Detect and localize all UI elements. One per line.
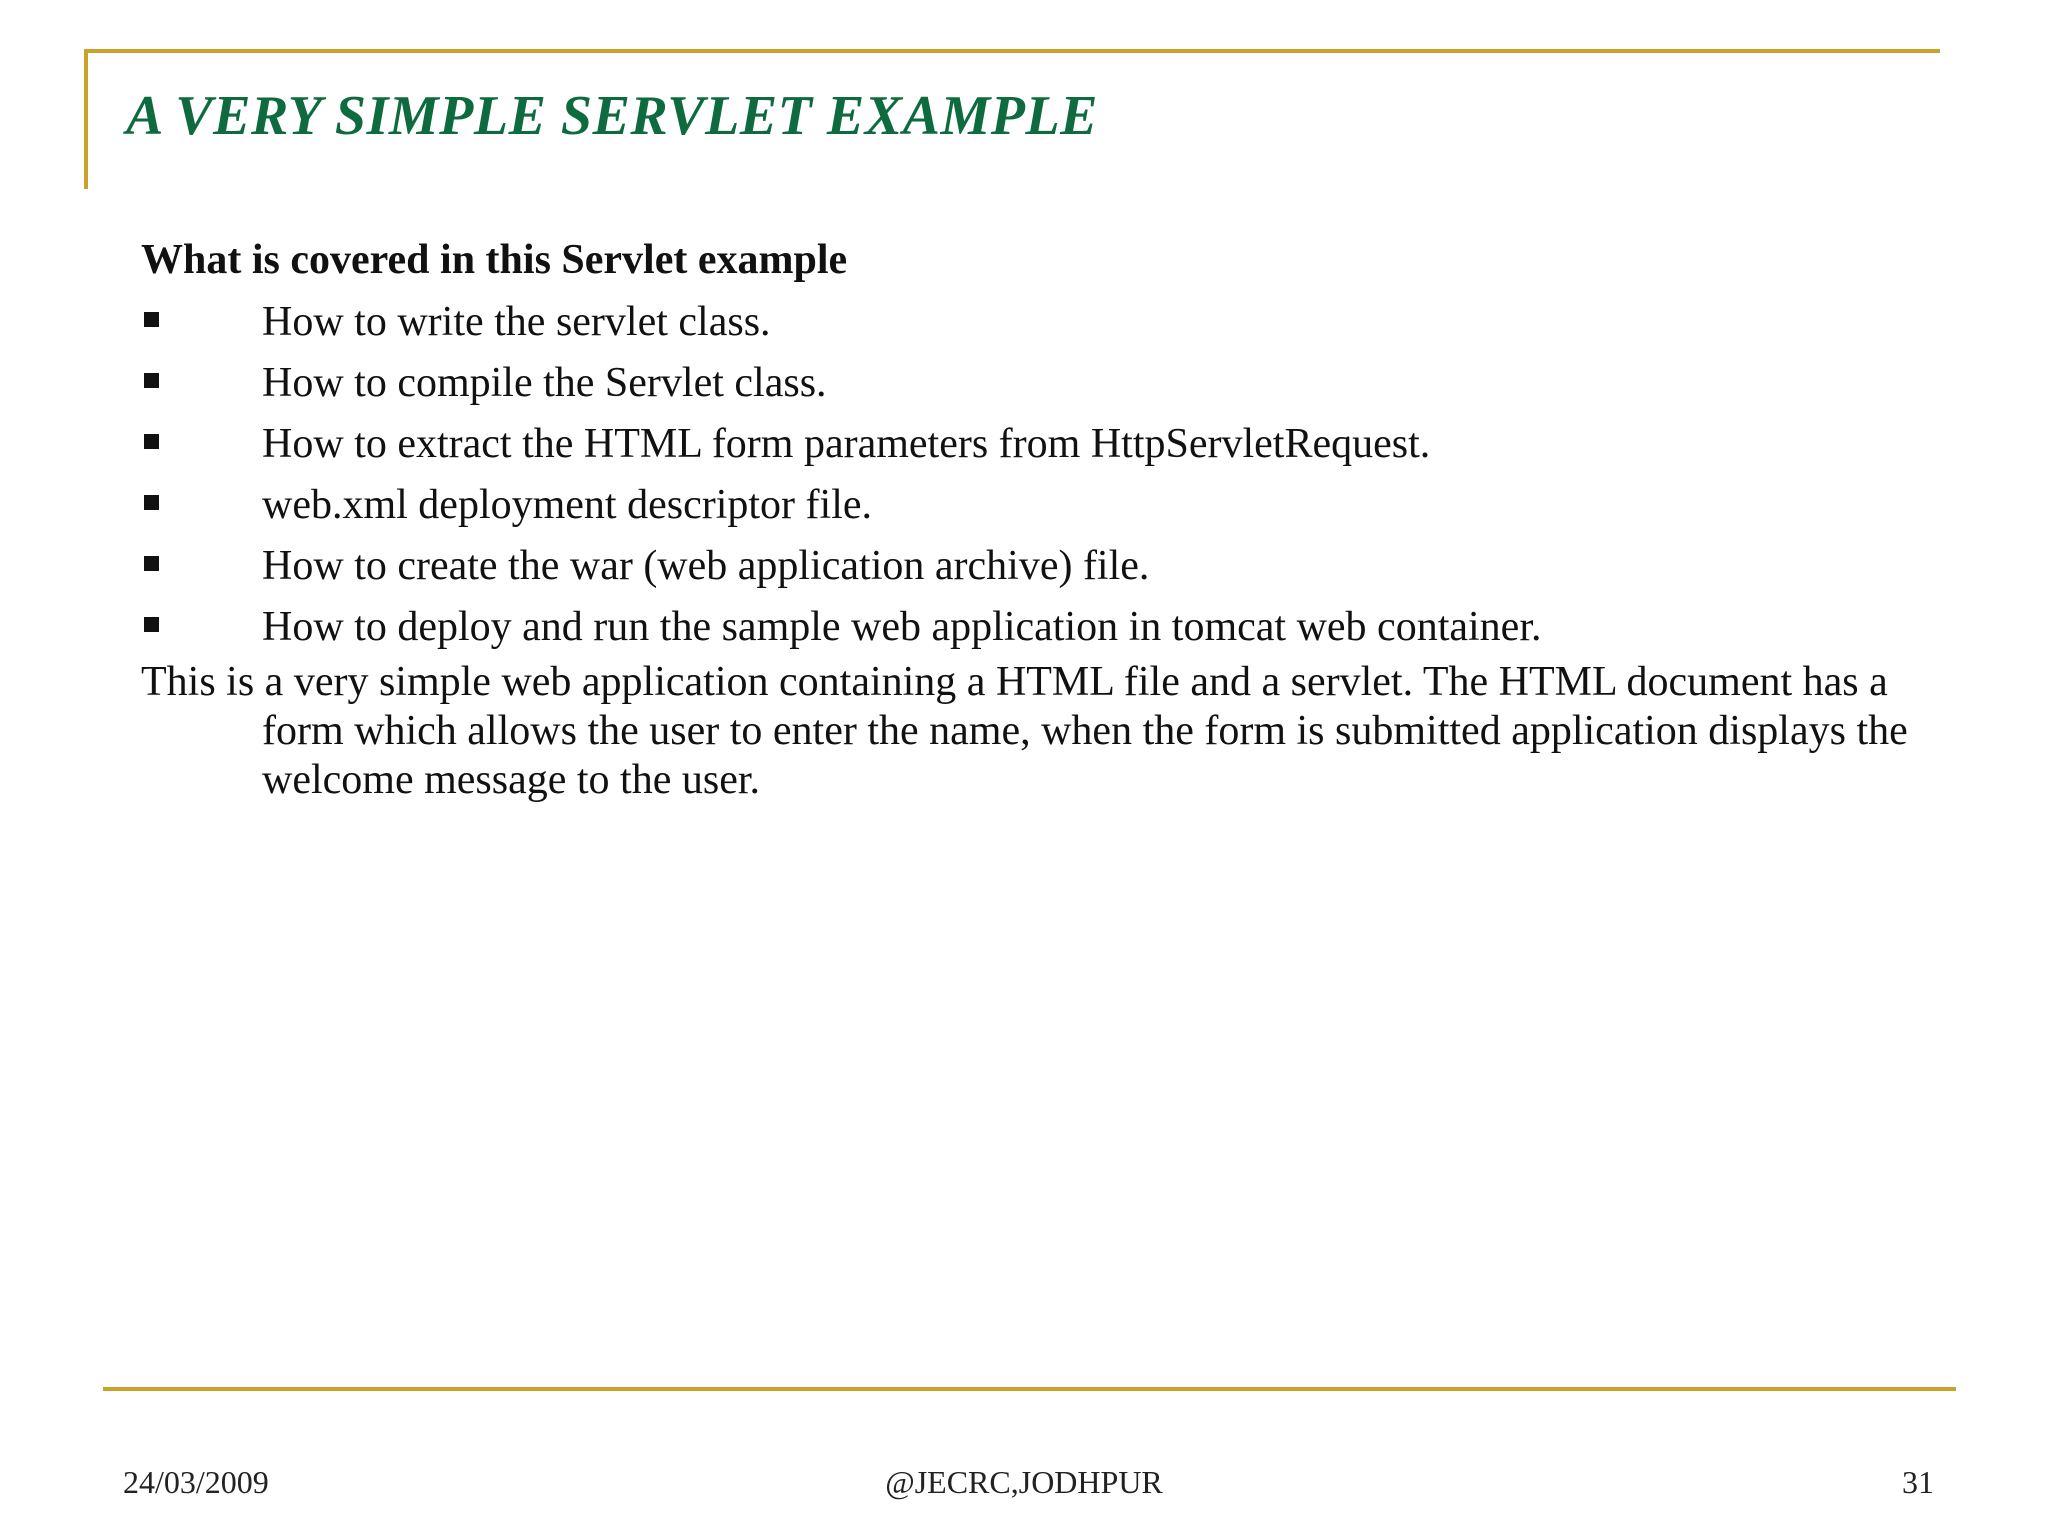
list-item-text: web.xml deployment descriptor file. — [262, 482, 873, 528]
page-number: 31 — [1902, 1464, 1934, 1500]
section-subheading: What is covered in this Servlet example — [141, 237, 848, 283]
footer-rule — [103, 1387, 1956, 1391]
list-item-text: How to extract the HTML form parameters from HttpServletRequest. — [262, 421, 1431, 467]
title-top-rule — [84, 49, 1940, 53]
list-item — [141, 353, 1956, 414]
square-bullet-icon — [144, 373, 159, 388]
list-item — [141, 414, 1956, 475]
list-item-text: How to create the war (web application archive) file. — [262, 543, 1150, 589]
square-bullet-icon — [144, 617, 159, 632]
title-left-rule — [84, 49, 88, 189]
list-item — [141, 536, 1956, 597]
square-bullet-icon — [144, 556, 159, 571]
footer-organization: @JECRC,JODHPUR — [885, 1464, 1163, 1500]
list-item-text: How to deploy and run the sample web application in tomcat web container. — [262, 604, 1542, 650]
list-item — [141, 292, 1956, 353]
square-bullet-icon — [144, 495, 159, 510]
square-bullet-icon — [144, 434, 159, 449]
list-item-text: How to write the servlet class. — [262, 299, 771, 345]
list-item — [141, 597, 1956, 658]
description-paragraph: This is a very simple web application containing a HTML file and a servlet. The HTML document has a form which allows the user to enter the name, when the form is submitted application displays the welcome message to the user. — [141, 659, 1908, 803]
footer-date: 24/03/2009 — [123, 1464, 269, 1500]
slide-title: A VERY SIMPLE SERVLET EXAMPLE — [126, 85, 1098, 147]
topic-list — [141, 292, 1956, 658]
list-item — [141, 475, 1956, 536]
square-bullet-icon — [144, 312, 159, 327]
slide-content — [141, 232, 1956, 805]
list-item-text: How to compile the Servlet class. — [262, 360, 827, 406]
